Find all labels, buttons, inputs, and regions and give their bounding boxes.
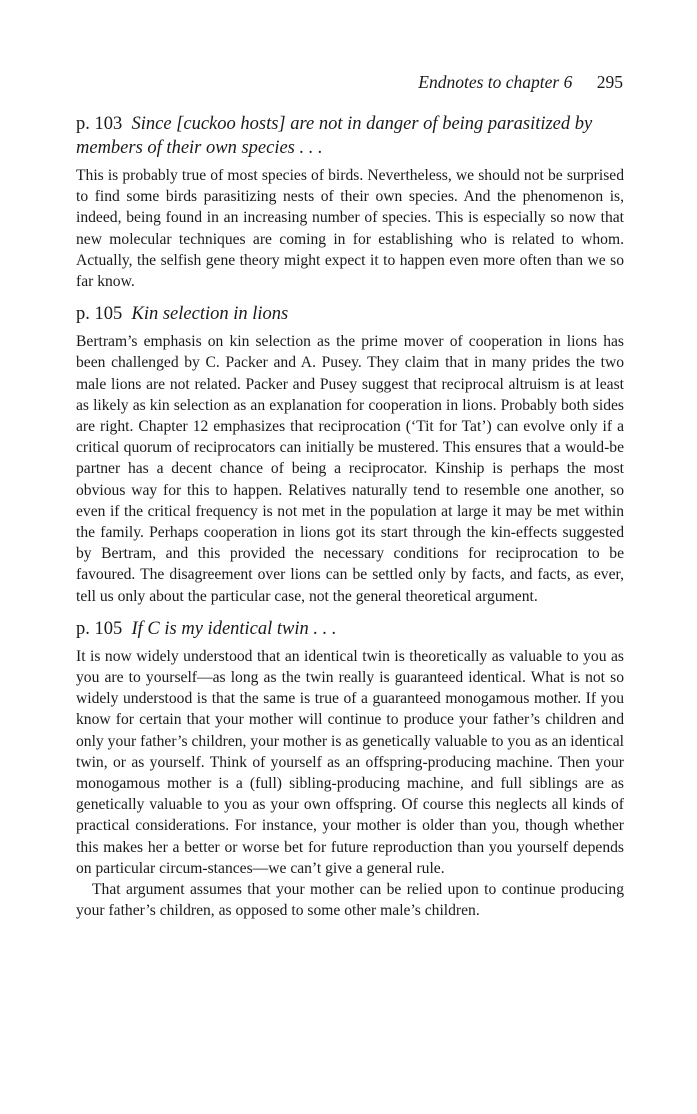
endnote-page-ref: p. 103 (76, 114, 123, 134)
endnote-paragraph: It is now widely understood that an identical twin is theoretically as valuable to you as you are to yourself—as long as the twin really is guaranteed identical. What is not so widely understood is that the same is true of a guaranteed monogamous mother. If you know for certain that your mother will continue to produce your father’s children and only your father’s children, your mother is as genetically valuable to you as an identical twin, or as yourself. Think of yourself as an offspring-producing machine. Then your monogamous mother is a (full) sibling-producing machine, and full siblings are as genetically valuable to you as your own offspring. Of course this neglects all kinds of practical considerations. For instance, your mother is older than you, though whether this makes her a better or worse bet for future reproduction than you yourself depends on particular circum-stances—we can’t give a general rule. (76, 647, 624, 877)
endnote-p105-kin-selection-lions (76, 302, 624, 607)
endnote-paragraph: That argument assumes that your mother can be relied upon to continue producing your father’s children, as opposed to some other male’s children. (76, 881, 624, 920)
endnotes-body (76, 112, 624, 922)
running-head (0, 70, 623, 94)
running-head-title: Endnotes to chapter 6 (418, 72, 573, 92)
endnote-page-ref: p. 105 (76, 304, 123, 325)
endnote-quoted-phrase: If C is my identical twin . . . (131, 618, 337, 639)
endnote-page-ref: p. 105 (76, 618, 123, 639)
endnote-heading (76, 617, 624, 641)
endnote-p103-cuckoo-hosts (76, 112, 624, 292)
endnote-paragraph: This is probably true of most species of birds. Nevertheless, we should not be surprised to find some birds parasitizing nests of their own species. And the phenomenon is, indeed, being found in an increasing number of species. This is especially so now that new molecular techniques are coming in for establishing who is related to whom. Actually, the selfish gene theory might expect it to happen even more often than we so far know. (76, 167, 624, 291)
endnote-paragraph: Bertram’s emphasis on kin selection as the prime mover of cooperation in lions has been challenged by C. Packer and A. Pusey. They claim that in many prides the two male lions are not related. Packer and Pusey suggest that reciprocal altruism is at least as likely as kin selection as an explanation for cooperation in lions. Probably both sides are right. Chapter 12 emphasizes that reciprocation (‘Tit for Tat’) can evolve only if a critical quorum of reciprocators can initially be mustered. This ensures that a would-be partner has a decent chance of being a reciprocator. Kinship is perhaps the most obvious way for this to happen. Relatives naturally tend to resemble one another, so even if the critical frequency is not met in the population at large it may be met within the family. Perhaps cooperation in lions got its start through the kin-effects suggested by Bertram, and this provided the necessary conditions for reciprocation to be favoured. The disagreement over lions can be settled only by facts, and facts, as ever, tell us only about the particular case, not the general theoretical argument. (76, 333, 624, 605)
endnote-quoted-phrase: Since [cuckoo hosts] are not in danger of being parasitized by members of their own species . . . (76, 114, 593, 158)
endnote-quoted-phrase: Kin selection in lions (131, 304, 289, 325)
page-number: 295 (596, 72, 623, 92)
endnote-heading (76, 302, 624, 326)
endnote-p105-identical-twin (76, 617, 624, 922)
endnote-heading (76, 112, 624, 160)
